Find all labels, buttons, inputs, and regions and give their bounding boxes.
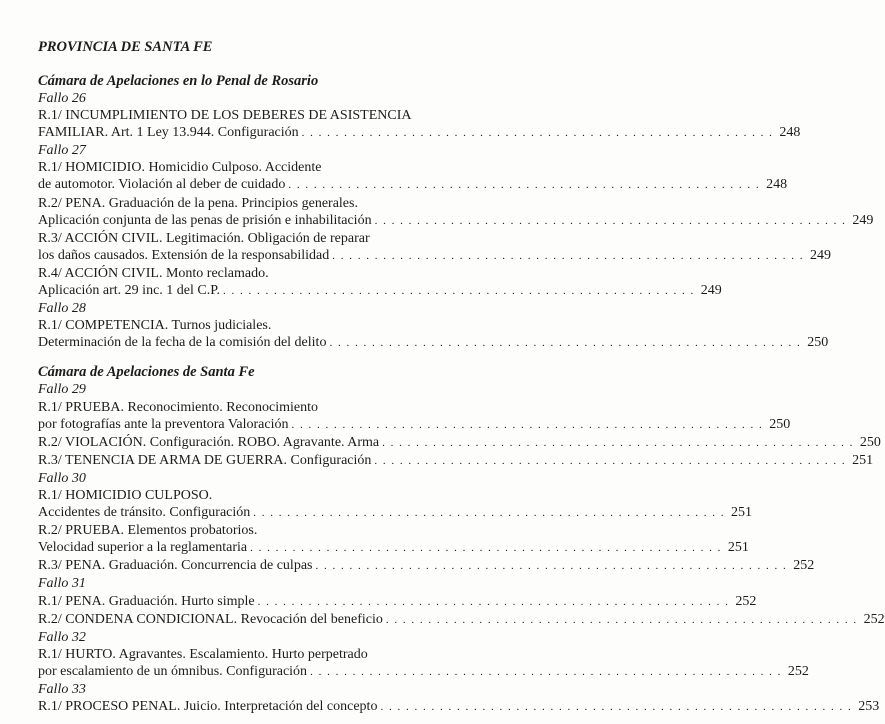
entry-text: R.1/ PROCESO PENAL. Juicio. Interpretación del concepto [38, 699, 378, 715]
dot-leader: . . . . . . . . . . . . . . . . . . . . . . . . . . . . . . . . . . . . . . . . . . . . . . . . . . . . . . . . [301, 127, 774, 140]
index-entry [38, 247, 831, 265]
entry-text: R.1/ HOMICIDIO. Homicidio Culposo. Accidente [38, 160, 322, 176]
dot-leader: . . . . . . . . . . . . . . . . . . . . . . . . . . . . . . . . . . . . . . . . . . . . . . . . . . . . . . . . [332, 249, 804, 262]
index-entry [38, 593, 757, 611]
entry-text: Aplicación conjunta de las penas de prisión e inhabilitación [38, 212, 372, 228]
entry-text: R.1/ PENA. Graduación. Hurto simple [38, 593, 255, 609]
entry-text: R.2/ CONDENA CONDICIONAL. Revocación del beneficio [38, 611, 383, 627]
dot-leader: . . . . . . . . . . . . . . . . . . . . . . . . . . . . . . . . . . . . . . . . . . . . . . . . . . . . . . . . [288, 179, 761, 192]
entry-text: R.3/ TENENCIA DE ARMA DE GUERRA. Configuración [38, 452, 372, 468]
index-entry [38, 399, 536, 416]
page-number: 250 [859, 434, 881, 450]
dot-leader: . . . . . . . . . . . . . . . . . . . . . . . . . . . . . . . . . . . . . . . . . . . . . . . . . . . . . . . . [253, 507, 726, 520]
entry-text: R.4/ ACCIÓN CIVIL. Monto reclamado. [38, 265, 269, 281]
dot-leader: . . . . . . . . . . . . . . . . . . . . . . . . . . . . . . . . . . . . . . . . . . . . . . . . . . . . . . . . [382, 436, 854, 449]
index-entry [38, 504, 753, 522]
index-entry [38, 452, 874, 470]
chamber-heading: Cámara de Apelaciones en lo Penal de Rosario [38, 73, 319, 89]
entry-text: Determinación de la fecha de la comisión del delito [38, 335, 327, 351]
entry-text: Accidentes de tránsito. Configuración [38, 505, 251, 521]
page-number: 250 [807, 335, 829, 351]
fallo-label: Fallo 30 [38, 470, 86, 486]
page-number: 252 [787, 663, 809, 679]
page-number: 251 [852, 452, 874, 468]
sections-container [38, 72, 885, 716]
page-number: 250 [769, 416, 791, 432]
index-entry [38, 522, 536, 539]
dot-leader: . . . . . . . . . . . . . . . . . . . . . . . . . . . . . . . . . . . . . . . . . . . . . . . . . . . . . . . . [374, 214, 847, 227]
entry-text: FAMILIAR. Art. 1 Ley 13.944. Configuración [38, 125, 299, 141]
entry-text: R.1/ COMPETENCIA. Turnos judiciales. [38, 318, 272, 334]
page-number: 248 [766, 177, 788, 193]
index-entry [38, 646, 536, 663]
index-entry [38, 265, 536, 282]
fallo-label: Fallo 31 [38, 576, 86, 592]
index-entry [38, 611, 885, 629]
page-number: 249 [700, 283, 722, 299]
province-heading: PROVINCIA DE SANTA FE [38, 39, 213, 55]
chamber-heading: Cámara de Apelaciones de Santa Fe [38, 364, 255, 381]
page-number: 252 [793, 558, 815, 574]
court-section [38, 363, 885, 716]
dot-leader: . . . . . . . . . . . . . . . . . . . . . . . . . . . . . . . . . . . . . . . . . . . . . . . . . . . . . . . . [291, 418, 764, 431]
dot-leader: . . . . . . . . . . . . . . . . . . . . . . . . . . . . . . . . . . . . . . . . . . . . . . . . . . . . . . . . [250, 542, 722, 555]
page-number: 251 [727, 540, 749, 556]
entry-text: por escalamiento de un ómnibus. Configuración [38, 663, 308, 679]
dot-leader: . . . . . . . . . . . . . . . . . . . . . . . . . . . . . . . . . . . . . . . . . . . . . . . . . . . . . . . . [257, 595, 730, 608]
entry-text: R.1/ HOMICIDIO CULPOSO. [38, 487, 213, 503]
entry-text: R.1/ PRUEBA. Reconocimiento. Reconocimiento [38, 399, 318, 415]
entry-text: los daños causados. Extensión de la responsabilidad [38, 247, 330, 263]
dot-leader: . . . . . . . . . . . . . . . . . . . . . . . . . . . . . . . . . . . . . . . . . . . . . . . . . . . . . . . . [385, 613, 858, 626]
entry-text: Aplicación art. 29 inc. 1 del C.P. [38, 283, 220, 299]
page-number: 253 [858, 699, 880, 715]
index-entry [38, 663, 809, 681]
index-entry [38, 434, 881, 452]
dot-leader: . . . . . . . . . . . . . . . . . . . . . . . . . . . . . . . . . . . . . . . . . . . . . . . . . . . . . . . . [374, 454, 847, 467]
dot-leader: . . . . . . . . . . . . . . . . . . . . . . . . . . . . . . . . . . . . . . . . . . . . . . . . . . . . . . . . [380, 701, 853, 714]
index-entry [38, 557, 815, 575]
index-entry [38, 212, 874, 230]
entry-text: R.2/ PRUEBA. Elementos probatorios. [38, 523, 258, 539]
index-entry [38, 487, 536, 504]
index-entry [38, 698, 880, 716]
page-number: 249 [809, 247, 831, 263]
index-entry [38, 230, 536, 247]
entry-text: de automotor. Violación al deber de cuidado [38, 177, 286, 193]
index-entry [38, 124, 801, 142]
entry-text: R.2/ PENA. Graduación de la pena. Principios generales. [38, 195, 358, 211]
page-number: 248 [779, 125, 801, 141]
entry-text: Velocidad superior a la reglamentaria [38, 540, 248, 556]
index-entry [38, 159, 536, 176]
dot-leader: . . . . . . . . . . . . . . . . . . . . . . . . . . . . . . . . . . . . . . . . . . . . . . . . . . . . . . . . [310, 665, 782, 678]
entry-text: R.3/ PENA. Graduación. Concurrencia de culpas [38, 558, 313, 574]
fallo-label: Fallo 26 [38, 91, 86, 106]
dot-leader: . . . . . . . . . . . . . . . . . . . . . . . . . . . . . . . . . . . . . . . . . . . . . . . . . . . . . . . . [329, 337, 802, 350]
index-entry [38, 282, 722, 300]
page-number: 252 [735, 593, 757, 609]
page-number: 252 [863, 611, 885, 627]
page-number: 251 [731, 505, 753, 521]
index-entry [38, 539, 749, 557]
index-entry [38, 317, 536, 334]
fallo-label: Fallo 28 [38, 301, 86, 317]
entry-text: R.2/ VIOLACIÓN. Configuración. ROBO. Agravante. Arma [38, 434, 380, 450]
court-section [38, 72, 874, 352]
index-entry [38, 334, 829, 352]
index-entry [38, 176, 788, 194]
entry-text: R.1/ HURTO. Agravantes. Escalamiento. Hurto perpetrado [38, 646, 368, 662]
fallo-label: Fallo 27 [38, 143, 86, 159]
entry-text: R.3/ ACCIÓN CIVIL. Legitimación. Obligación de reparar [38, 230, 370, 246]
page-number: 249 [852, 212, 874, 228]
fallo-label: Fallo 33 [38, 682, 86, 697]
fallo-label: Fallo 29 [38, 382, 86, 398]
fallo-label: Fallo 32 [38, 629, 86, 645]
dot-leader: . . . . . . . . . . . . . . . . . . . . . . . . . . . . . . . . . . . . . . . . . . . . . . . . . . . . . . . . [315, 560, 788, 573]
index-entry [38, 195, 536, 212]
index-entry [38, 107, 536, 124]
entry-text: por fotografías ante la preventora Valoración [38, 416, 289, 432]
entry-text: R.1/ INCUMPLIMIENTO DE LOS DEBERES DE ASISTENCIA [38, 108, 412, 124]
index-entry [38, 416, 791, 434]
dot-leader: . . . . . . . . . . . . . . . . . . . . . . . . . . . . . . . . . . . . . . . . . . . . . . . . . . . . . . . . [222, 285, 695, 298]
